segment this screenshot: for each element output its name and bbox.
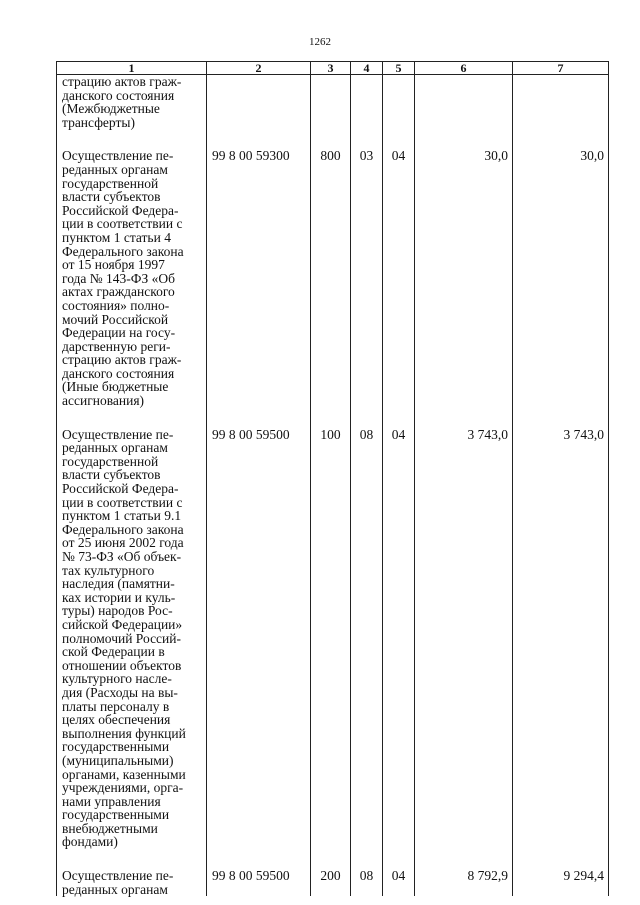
description-line: государственными: [62, 807, 170, 823]
c3-cell: [311, 75, 351, 130]
description-line: власти субъектов: [62, 189, 161, 205]
description-line: дия (Расходы на вы-: [62, 684, 178, 700]
col-header-5: 5: [383, 62, 415, 75]
description-line: страцию актов граж-: [62, 74, 182, 89]
description-line: состояния» полно-: [62, 297, 170, 313]
description-line: Федерального закона: [62, 243, 184, 259]
c3-cell: 800: [311, 149, 351, 407]
description-line: фондами): [62, 834, 118, 850]
c4-cell: 08: [351, 869, 383, 896]
code-cell: 99 8 00 59300: [207, 149, 311, 407]
col-header-1: 1: [57, 62, 207, 75]
col-header-3: 3: [311, 62, 351, 75]
description-line: государственной: [62, 453, 159, 469]
description-line: учреждениями, орга-: [62, 780, 184, 796]
col-header-4: 4: [351, 62, 383, 75]
description-cell: [57, 75, 207, 130]
description-line: платы персоналу в: [62, 698, 170, 714]
description-line: Осуществление пе-: [62, 148, 174, 164]
c3-cell: 100: [311, 428, 351, 849]
code-cell: 99 8 00 59500: [207, 869, 311, 896]
description-line: внебюджетными: [62, 820, 158, 836]
description-line: пунктом 1 статьи 9.1: [62, 508, 182, 524]
description-line: данского состояния: [62, 365, 175, 381]
c5-cell: [383, 75, 415, 130]
description-line: реданных органам: [62, 161, 168, 177]
description-line: № 73-ФЗ «Об объек-: [62, 549, 182, 564]
value-6-cell: 30,0: [415, 149, 513, 407]
table-row: [57, 428, 609, 849]
description-cell: [57, 869, 207, 896]
description-line: Федерации на госу-: [62, 325, 176, 341]
value-6-cell: [415, 75, 513, 130]
description-line: сийской Федерации»: [62, 616, 183, 632]
description-line: ции в соответствии с: [62, 494, 183, 510]
row-spacer: [57, 408, 609, 428]
budget-table: [56, 61, 608, 897]
description-line: Осуществление пе-: [62, 868, 174, 884]
value-6-cell: 8 792,9: [415, 869, 513, 896]
description-line: трансферты): [62, 114, 135, 130]
page-number: 1262: [309, 36, 331, 48]
c3-cell: 200: [311, 869, 351, 896]
row-spacer: [57, 849, 609, 869]
description-line: ках истории и куль-: [62, 589, 176, 605]
col-header-2: 2: [207, 62, 311, 75]
c4-cell: 03: [351, 149, 383, 407]
description-line: пунктом 1 статьи 4: [62, 229, 171, 245]
description-line: ции в соответствии с: [62, 216, 183, 232]
description-line: мочий Российской: [62, 311, 169, 327]
description-line: тах культурного: [62, 562, 155, 578]
description-line: полномочий Россий-: [62, 630, 181, 646]
col-header-6: 6: [415, 62, 513, 75]
value-7-cell: 30,0: [513, 149, 609, 407]
c5-cell: 04: [383, 149, 415, 407]
description-line: (муниципальными): [62, 752, 174, 768]
description-line: реданных органам: [62, 881, 168, 897]
description-line: дарственную реги-: [62, 338, 171, 354]
description-line: Российской Федера-: [62, 202, 179, 218]
description-line: ассигнования): [62, 393, 145, 409]
description-line: данского состояния: [62, 87, 175, 103]
description-cell: [57, 149, 207, 407]
description-line: отношении объектов: [62, 657, 182, 673]
description-line: Российской Федера-: [62, 481, 179, 497]
description-cell: [57, 428, 207, 849]
description-line: власти субъектов: [62, 467, 161, 483]
description-line: актах гражданского: [62, 284, 175, 300]
description-line: Осуществление пе-: [62, 426, 174, 442]
description-line: целях обеспечения: [62, 712, 171, 728]
table-row: [57, 75, 609, 130]
value-7-cell: [513, 75, 609, 130]
description-line: выполнения функций: [62, 725, 186, 741]
description-line: Федерального закона: [62, 521, 184, 537]
description-line: государственными: [62, 739, 170, 755]
c4-cell: [351, 75, 383, 130]
c5-cell: 04: [383, 869, 415, 896]
c5-cell: 04: [383, 428, 415, 849]
code-cell: 99 8 00 59500: [207, 428, 311, 849]
value-6-cell: 3 743,0: [415, 428, 513, 849]
description-line: органами, казенными: [62, 766, 186, 782]
description-line: (Иные бюджетные: [62, 379, 169, 395]
col-header-7: 7: [513, 62, 609, 75]
code-cell: [207, 75, 311, 130]
description-line: нами управления: [62, 793, 161, 809]
description-line: туры) народов Рос-: [62, 603, 173, 619]
description-line: культурного насле-: [62, 671, 172, 687]
description-line: (Межбюджетные: [62, 101, 160, 117]
value-7-cell: 3 743,0: [513, 428, 609, 849]
header-row: [57, 62, 609, 75]
description-line: года № 143-ФЗ «Об: [62, 270, 175, 286]
description-line: от 25 июня 2002 года: [62, 535, 184, 551]
description-line: государственной: [62, 175, 159, 191]
row-spacer: [57, 129, 609, 149]
description-line: реданных органам: [62, 440, 168, 456]
value-7-cell: 9 294,4: [513, 869, 609, 896]
c4-cell: 08: [351, 428, 383, 849]
table-row: [57, 149, 609, 407]
table-row: [57, 869, 609, 896]
description-line: страцию актов граж-: [62, 352, 182, 368]
description-line: от 15 ноября 1997: [62, 257, 165, 273]
description-line: наследия (памятни-: [62, 576, 175, 592]
description-line: ской Федерации в: [62, 644, 165, 660]
